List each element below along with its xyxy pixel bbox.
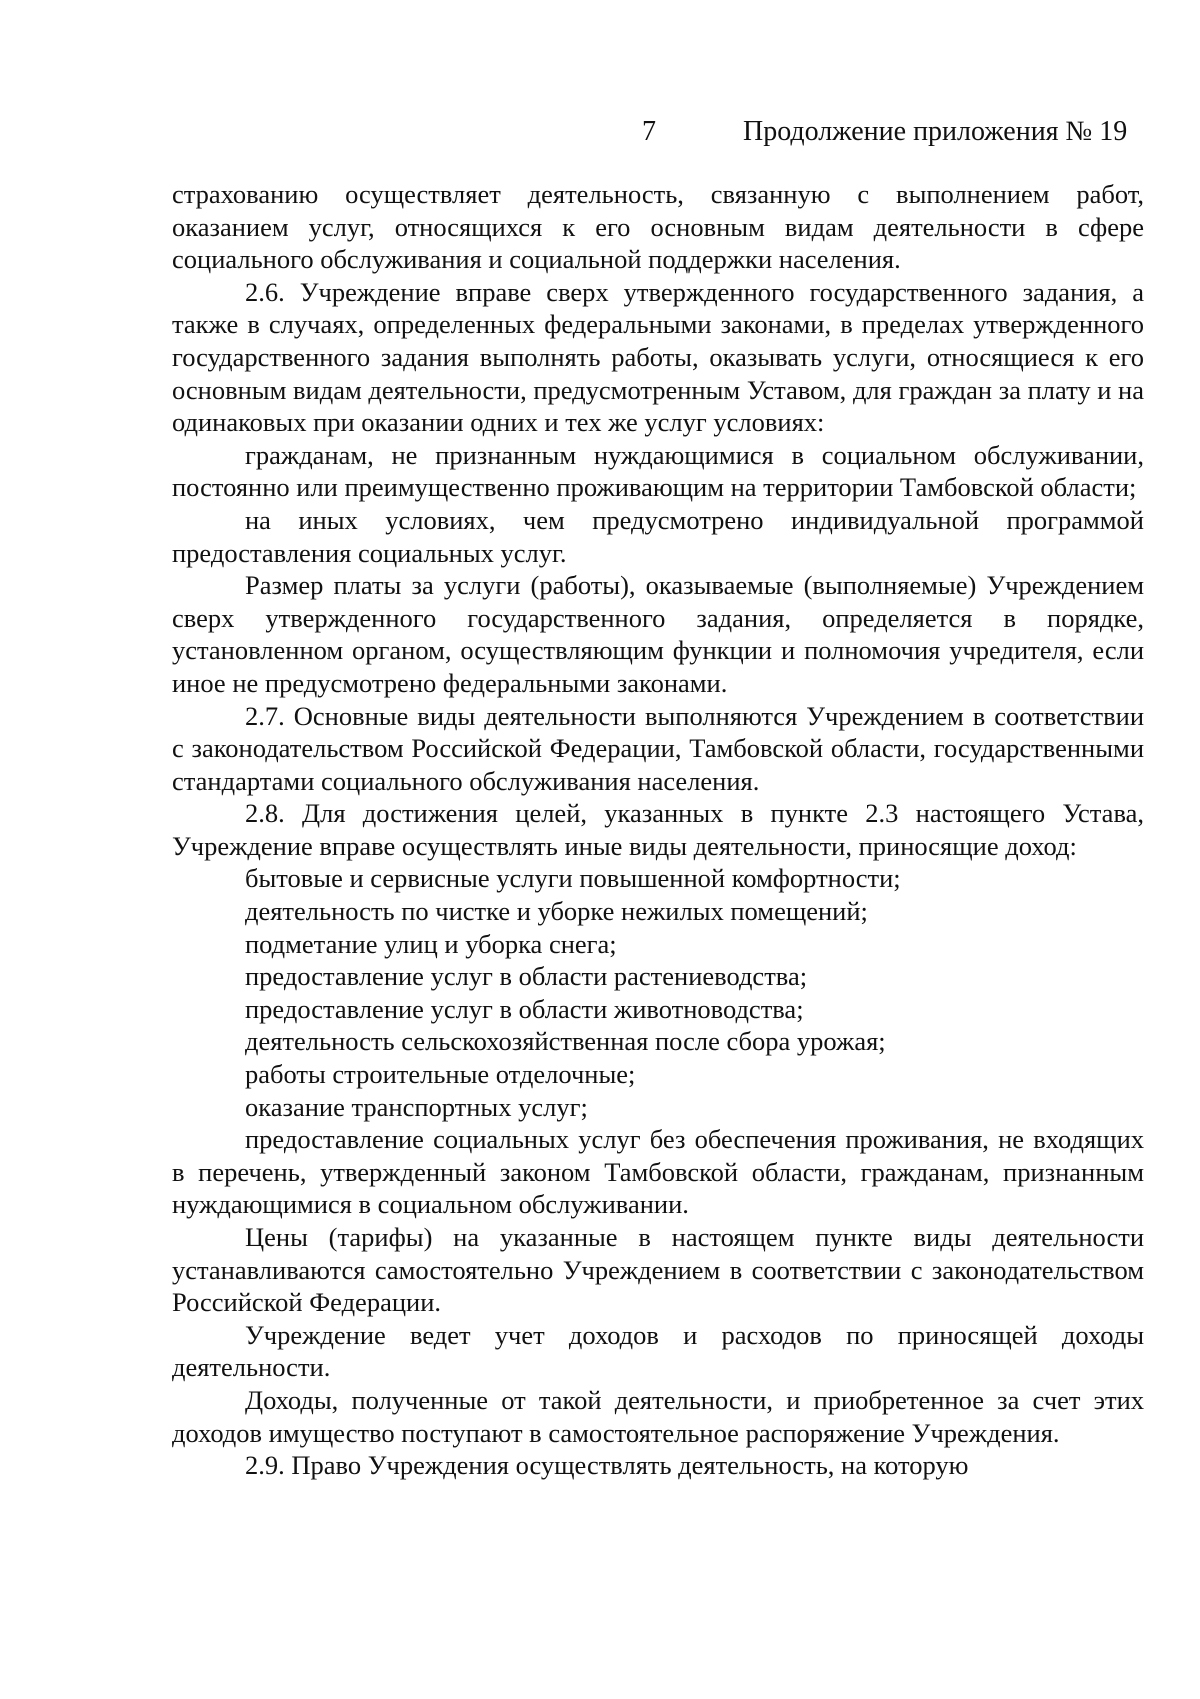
paragraph-not-recognized-citizens: гражданам, не признанным нуждающимися в социальном обслуживании, постоянно или преимущественно проживающим на территории Тамбовской области; (172, 439, 1144, 503)
paragraph-2-6: 2.6. Учреждение вправе сверх утвержденного государственного задания, а также в случаях, определенных федеральными законами, в пределах утвержденного государственного задания выполнять работы, оказывать услуги, относящиеся к его основным видам деятельности, предусмотренным Уставом, для граждан за плату и на одинаковых при оказании одних и тех же услуг условиях: (172, 276, 1144, 438)
list-item: деятельность по чистке и уборке нежилых помещений; (245, 896, 868, 927)
list-item: бытовые и сервисные услуги повышенной комфортности; (245, 863, 901, 894)
paragraph-2-7: 2.7. Основные виды деятельности выполняются Учреждением в соответствии с законодательством Российской Федерации, Тамбовской области, государственными стандартами социального обслуживания населения. (172, 700, 1144, 796)
list-item: оказание транспортных услуг; (245, 1091, 588, 1122)
appendix-continuation-label: Продолжение приложения № 19 (743, 116, 1128, 147)
paragraph-2-9: 2.9. Право Учреждения осуществлять деятельность, на которую (245, 1450, 969, 1481)
document-body (172, 178, 1144, 1482)
paragraph-social-services: предоставление социальных услуг без обеспечения проживания, не входящих в перечень, утвержденный законом Тамбовской области, гражданам, признанным нуждающимися в социальном обслуживании. (172, 1124, 1144, 1220)
paragraph-income-disposal: Доходы, полученные от такой деятельности, и приобретенное за счет этих доходов имущество поступают в самостоятельное распоряжение Учреждения. (172, 1384, 1144, 1448)
paragraph-fee-amount: Размер платы за услуги (работы), оказываемые (выполняемые) Учреждением сверх утвержденного государственного задания, определяется в порядке, установленном органом, осуществляющим функции и полномочия учредителя, если иное не предусмотрено федеральными законами. (172, 570, 1144, 698)
page-number: 7 (642, 116, 656, 147)
list-item: предоставление услуг в области растениеводства; (245, 961, 808, 992)
list-item: предоставление услуг в области животноводства; (245, 993, 804, 1024)
paragraph-other-conditions: на иных условиях, чем предусмотрено индивидуальной программой предоставления социальных услуг. (172, 504, 1144, 568)
list-item: подметание улиц и уборка снега; (245, 928, 617, 959)
paragraph-2-8: 2.8. Для достижения целей, указанных в пункте 2.3 настоящего Устава, Учреждение вправе осуществлять иные виды деятельности, приносящие доход: (172, 798, 1144, 861)
list-item: деятельность сельскохозяйственная после сбора урожая; (245, 1026, 886, 1057)
paragraph-accounting: Учреждение ведет учет доходов и расходов по приносящей доходы деятельности. (172, 1319, 1144, 1383)
list-item: работы строительные отделочные; (245, 1059, 636, 1090)
paragraph-continued: страхованию осуществляет деятельность, связанную с выполнением работ, оказанием услуг, относящихся к его основным видам деятельности в сфере социального обслуживания и социальной поддержки населения. (172, 179, 1144, 275)
income-activities-list (172, 862, 1144, 1123)
page-header (0, 112, 1200, 152)
paragraph-prices: Цены (тарифы) на указанные в настоящем пункте виды деятельности устанавливаются самостоятельно Учреждением в соответствии с законодательством Российской Федерации. (172, 1222, 1144, 1318)
